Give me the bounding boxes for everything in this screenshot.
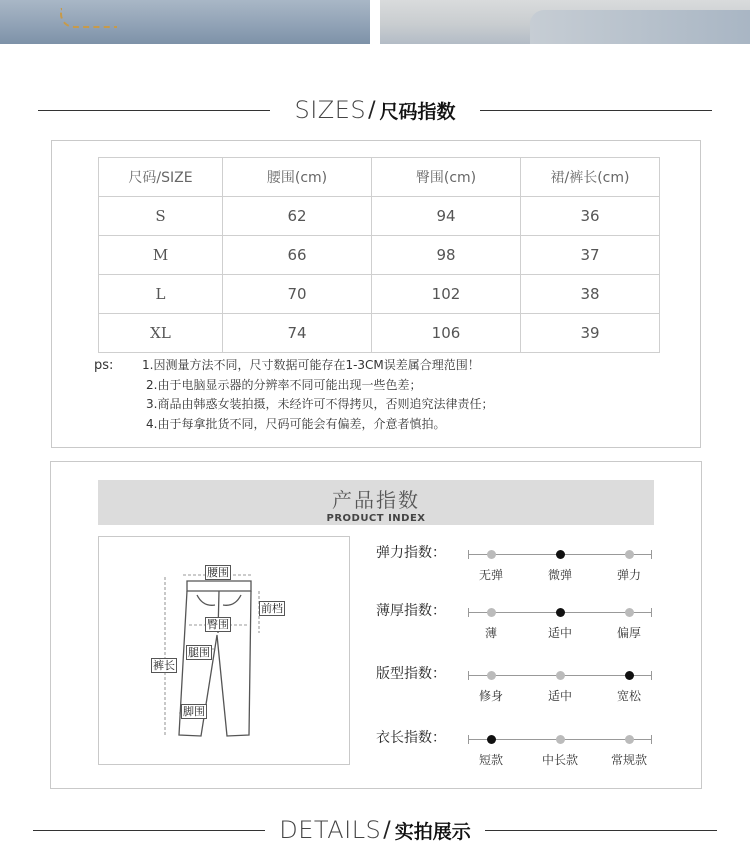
scale-option-label: 微弹 — [547, 568, 573, 582]
scale-dot — [556, 671, 565, 680]
scale-cap — [651, 735, 652, 744]
metric-scale — [468, 671, 652, 703]
scale-dot — [625, 608, 634, 617]
scale-cap — [468, 608, 469, 617]
scale-option-label: 短款 — [478, 753, 504, 767]
product-index-subtitle: PRODUCT INDEX — [326, 513, 426, 524]
list-item: 2.由于电脑显示器的分辨率不同可能出现一些色差； — [146, 377, 422, 392]
diagram-label-thigh: 腿围 — [188, 646, 210, 659]
scale-dot — [625, 735, 634, 744]
cell-waist: 66 — [223, 236, 372, 275]
cell-waist: 62 — [223, 197, 372, 236]
cell-size: S — [99, 197, 223, 236]
scale-cap — [651, 550, 652, 559]
scale-option-label: 常规款 — [610, 753, 648, 767]
pants-diagram — [98, 536, 350, 765]
heading-rule-left — [33, 830, 265, 831]
notes-prefix: ps: — [94, 358, 114, 373]
details-heading — [0, 816, 750, 844]
cell-hip: 94 — [372, 197, 521, 236]
sizes-heading — [0, 96, 750, 124]
cell-hip: 98 — [372, 236, 521, 275]
sizes-heading-slash: / — [368, 97, 376, 123]
diagram-label-length: 裤长 — [153, 659, 175, 672]
header-waist: 腰围(cm) — [223, 158, 372, 197]
metric-row — [376, 542, 666, 582]
list-item: 4.由于每拿批货不同，尺码可能会有偏差，介意者慎拍。 — [146, 416, 446, 431]
scale-cap — [468, 550, 469, 559]
metric-label: 薄厚指数： — [376, 603, 446, 619]
product-index-banner — [98, 480, 654, 525]
cell-hip: 106 — [372, 314, 521, 353]
heading-rule-left — [38, 110, 270, 111]
metric-label: 衣长指数： — [376, 730, 446, 746]
metric-row — [376, 727, 666, 767]
scale-option-label: 修身 — [478, 689, 504, 703]
cell-waist: 74 — [223, 314, 372, 353]
scale-dot — [487, 550, 496, 559]
table-row — [99, 275, 660, 314]
cell-size: M — [99, 236, 223, 275]
diagram-label-hem: 脚围 — [183, 705, 205, 718]
notes-list — [142, 356, 493, 434]
scale-dot-selected — [625, 671, 634, 680]
product-photo-left — [0, 0, 370, 44]
scale-option-label: 无弹 — [478, 568, 504, 582]
heading-rule-right — [485, 830, 717, 831]
scale-dot-selected — [487, 735, 496, 744]
details-heading-en: DETAILS — [279, 816, 382, 844]
header-hip: 臀围(cm) — [372, 158, 521, 197]
table-row — [99, 236, 660, 275]
scale-option-label: 中长款 — [541, 753, 579, 767]
cell-length: 37 — [521, 236, 660, 275]
cell-length: 36 — [521, 197, 660, 236]
diagram-label-waist: 腰围 — [207, 566, 229, 579]
cell-waist: 70 — [223, 275, 372, 314]
details-heading-slash: / — [383, 817, 391, 843]
scale-cap — [651, 671, 652, 680]
product-photo-right — [380, 0, 750, 44]
scale-dot-selected — [556, 608, 565, 617]
metric-scale — [468, 608, 652, 640]
table-row — [99, 314, 660, 353]
diagram-label-front-rise: 前档 — [261, 602, 283, 615]
size-table — [98, 157, 660, 353]
header-length: 裙/裤长(cm) — [521, 158, 660, 197]
table-row — [99, 197, 660, 236]
scale-dot-selected — [556, 550, 565, 559]
product-index-card — [50, 461, 702, 789]
scale-option-label: 弹力 — [616, 568, 642, 582]
metric-row — [376, 663, 666, 703]
scale-cap — [651, 608, 652, 617]
scale-option-label: 适中 — [547, 626, 573, 640]
diagram-label-hip: 臀围 — [207, 618, 229, 631]
sizes-heading-en: SIZES — [294, 96, 367, 124]
metric-scale — [468, 735, 652, 767]
cell-length: 39 — [521, 314, 660, 353]
cell-hip: 102 — [372, 275, 521, 314]
list-item: 1.因测量方法不同，尺寸数据可能存在1-3CM误差属合理范围！ — [142, 358, 480, 372]
scale-cap — [468, 671, 469, 680]
scale-cap — [468, 735, 469, 744]
scale-dot — [625, 550, 634, 559]
scale-option-label: 偏厚 — [616, 626, 642, 640]
cell-length: 38 — [521, 275, 660, 314]
metric-label: 弹力指数： — [376, 545, 446, 561]
heading-rule-right — [480, 110, 712, 111]
cell-size: XL — [99, 314, 223, 353]
metric-row — [376, 600, 666, 640]
scale-option-label: 薄 — [484, 626, 498, 640]
list-item: 3.商品由韩惑女装拍摄，未经许可不得拷贝，否则追究法律责任； — [146, 397, 494, 411]
product-index-title: 产品指数 — [332, 488, 420, 512]
metric-scale — [468, 550, 652, 582]
details-heading-cn: 实拍展示 — [394, 820, 471, 843]
scale-option-label: 适中 — [547, 689, 573, 703]
scale-dot — [556, 735, 565, 744]
scale-dot — [487, 608, 496, 617]
header-size: 尺码/SIZE — [99, 158, 223, 197]
scale-option-label: 宽松 — [616, 689, 642, 703]
metric-label: 版型指数： — [376, 666, 446, 682]
cell-size: L — [99, 275, 223, 314]
size-table-header — [99, 158, 660, 197]
scale-dot — [487, 671, 496, 680]
sizes-heading-cn: 尺码指数 — [379, 100, 456, 123]
